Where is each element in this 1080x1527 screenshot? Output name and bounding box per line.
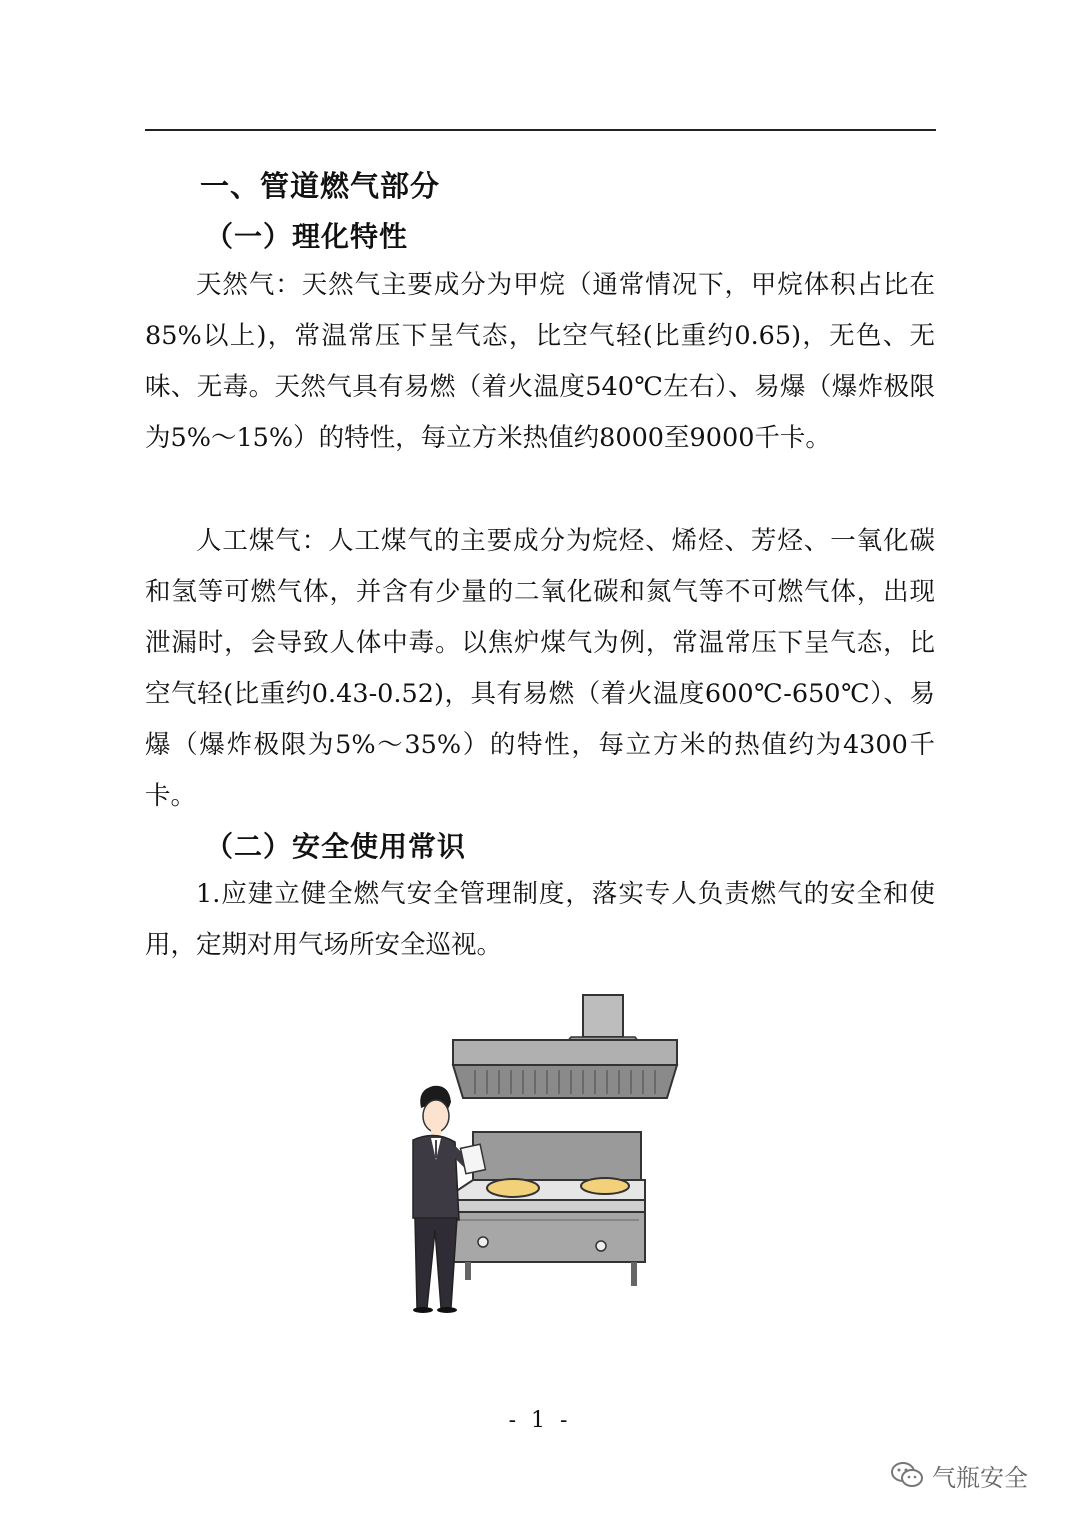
- heading-main: 一、管道燃气部分: [200, 169, 441, 203]
- knob-right: [596, 1241, 606, 1251]
- page-number: - 1 -: [508, 1408, 572, 1433]
- paragraph-natural-gas: 天然气：天然气主要成分为甲烷（通常情况下，甲烷体积占比在85%以上)，常温常压下呈气态，比空气轻(比重约0.65)，无色、无味、无毒。天然气具有易燃（着火温度540℃左右）、易爆（爆炸极限为5%～15%）的特性，每立方米热值约8000至9000千卡。: [145, 270, 935, 453]
- header-rule: [145, 129, 936, 131]
- paragraph-rule-1: 1.应建立健全燃气安全管理制度，落实专人负责燃气的安全和使用，定期对用气场所安全巡视。: [145, 879, 935, 960]
- section-title-properties: （一）理化特性: [205, 220, 409, 253]
- paragraph-coal-gas: 人工煤气：人工煤气的主要成分为烷烃、烯烃、芳烃、一氧化碳和氢等可燃气体，并含有少量的二氧化碳和氮气等不可燃气体，出现泄漏时，会导致人体中毒。以焦炉煤气为例，常温常压下呈气态，比空气轻(比重约0.43-0.52)，具有易燃（着火温度600℃-650℃）、易爆（爆炸极限为5%～35%）的特性，每立方米的热值约为4300千卡。: [145, 526, 935, 811]
- watermark-text: 气瓶安全: [932, 1463, 1028, 1492]
- burner-right: [581, 1178, 629, 1194]
- burner-left: [487, 1179, 539, 1197]
- stove-backsplash: [473, 1132, 641, 1180]
- hood-chimney: [583, 995, 623, 1037]
- wechat-icon: [890, 1460, 924, 1490]
- kitchen-inspection-illustration: [395, 990, 685, 1315]
- source-watermark: [890, 1455, 1028, 1495]
- section-title-safety: （二）安全使用常识: [205, 830, 467, 863]
- range-hood: [453, 1040, 677, 1065]
- knob-left: [478, 1237, 488, 1247]
